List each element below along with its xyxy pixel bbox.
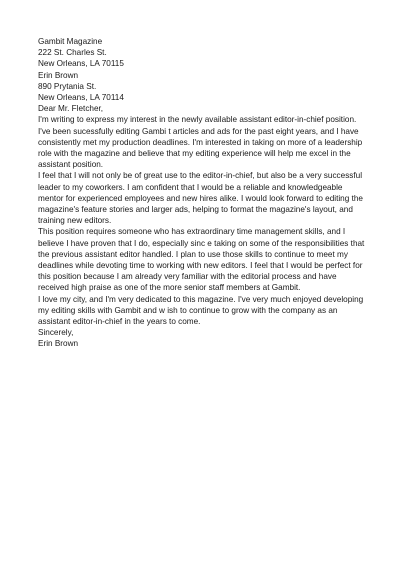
paragraph-line: assistant position.	[38, 160, 104, 170]
letter-body	[38, 36, 383, 350]
sender-block	[38, 36, 383, 70]
signature: Erin Brown	[38, 339, 79, 349]
paragraph-2	[38, 170, 383, 226]
sender-street: 222 St. Charles St.	[38, 48, 107, 58]
paragraph-line: I feel that I will not only be of great use to the editor-in-chief, but also be a very successful	[38, 171, 363, 181]
paragraph-line: the previous assistant editor handled. I plan to use those skills to continue to meet my	[38, 249, 348, 259]
paragraph-line: role with the magazine and believe that my editing experience will help me excel in the	[38, 149, 351, 159]
paragraph-line: assistant editor-in-chief in the years to come.	[38, 317, 201, 327]
paragraph-line: received high praise as one of the more senior staff members at Gambit.	[38, 283, 301, 293]
paragraph-1	[38, 114, 383, 170]
paragraph-line: my editing skills with Gambit and w ish to continue to grow with the company as an	[38, 305, 338, 315]
paragraph-line: leader to my coworkers. I am confident that I would be a reliable and knowledgeable	[38, 182, 343, 192]
paragraph-line: This position requires someone who has extraordinary time management skills, and I	[38, 227, 346, 237]
paragraph-line: I love my city, and I'm very dedicated to this magazine. I've very much enjoyed developing	[38, 294, 364, 304]
paragraph-line: magazine's feature stories and larger ads, helping to format the magazine's layout, and	[38, 205, 353, 215]
paragraph-line: training new editors.	[38, 216, 112, 226]
sender-name: Gambit Magazine	[38, 37, 103, 46]
paragraph-line: mentor for experienced employees and new hires alike. I would look forward to editing the	[38, 193, 363, 203]
paragraph-line: this position because I am already very familiar with the editorial process and have	[38, 272, 337, 282]
recipient-city: New Orleans, LA 70114	[38, 93, 124, 103]
closing: Sincerely,	[38, 328, 74, 338]
paragraph-line: deadlines while devoting time to working with new editors. I feel that I would be perfect for	[38, 261, 363, 271]
recipient-name: Erin Brown	[38, 70, 79, 80]
paragraph-line: consistently met my production deadlines. I'm interested in taking on more of a leadership	[38, 137, 363, 147]
paragraph-line: I've been sucessfully editing Gambi t articles and ads for the past eight years, and I have	[38, 126, 359, 136]
sender-city: New Orleans, LA 70115	[38, 59, 124, 69]
paragraph-line: believe I have proven that I do, especially sinc e taking on some of the responsibilities that	[38, 238, 365, 248]
paragraph-3	[38, 226, 383, 293]
recipient-street: 890 Prytania St.	[38, 81, 97, 91]
paragraph-line: I'm writing to express my interest in the newly available assistant editor-in-chief position.	[38, 115, 357, 125]
recipient-block	[38, 70, 383, 104]
paragraph-4	[38, 294, 383, 328]
salutation: Dear Mr. Fletcher,	[38, 104, 104, 114]
